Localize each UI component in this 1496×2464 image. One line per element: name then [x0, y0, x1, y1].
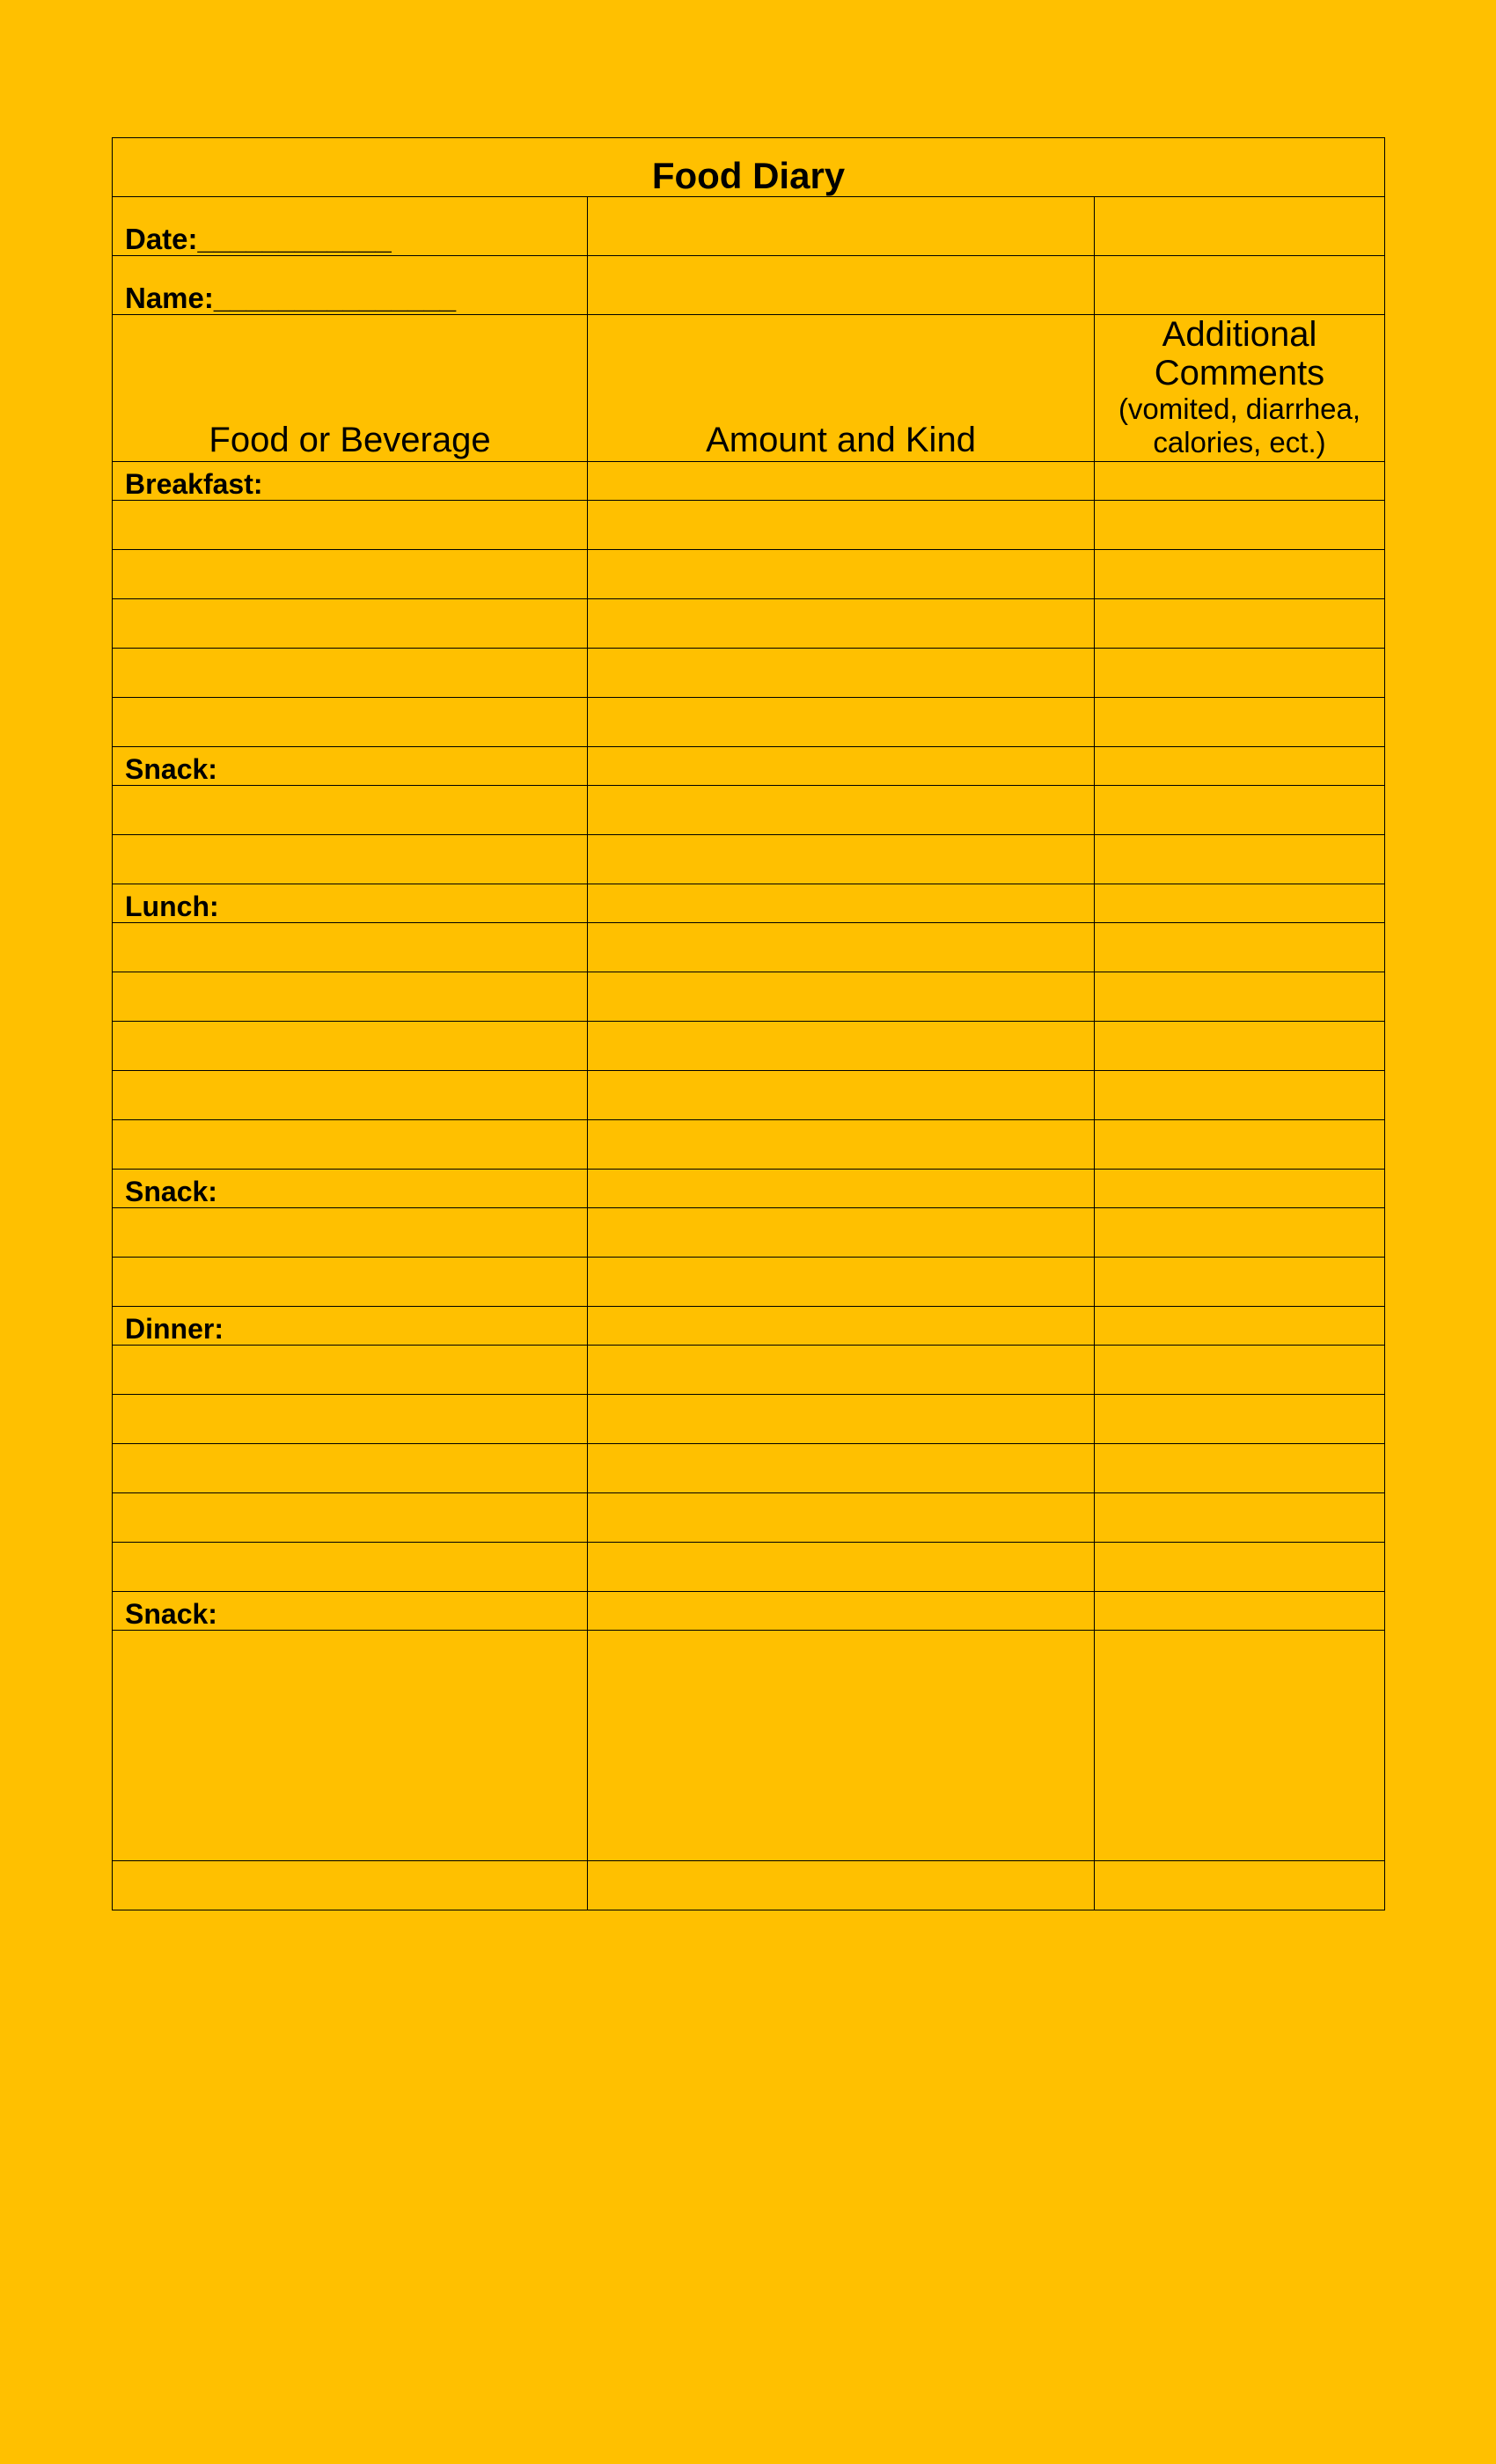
entry-cell[interactable]	[588, 786, 1095, 835]
entry-cell[interactable]	[588, 747, 1095, 786]
entry-cell[interactable]	[113, 649, 588, 698]
entry-row	[113, 1346, 1385, 1395]
entry-cell[interactable]	[1095, 835, 1385, 884]
entry-cell[interactable]	[588, 1592, 1095, 1631]
entry-row	[113, 698, 1385, 747]
entry-cell[interactable]	[113, 698, 588, 747]
entry-cell[interactable]	[1095, 972, 1385, 1022]
entry-cell[interactable]	[113, 1493, 588, 1543]
entry-cell[interactable]	[1095, 599, 1385, 649]
food-diary-sheet	[112, 137, 1384, 1910]
entry-cell[interactable]	[588, 1071, 1095, 1120]
entry-cell[interactable]	[588, 1493, 1095, 1543]
entry-cell[interactable]	[588, 501, 1095, 550]
entry-cell[interactable]	[1095, 786, 1385, 835]
section-label-breakfast: Breakfast:	[113, 462, 588, 501]
entry-cell[interactable]	[113, 1022, 588, 1071]
entry-cell[interactable]	[1095, 550, 1385, 599]
entry-cell[interactable]	[113, 1543, 588, 1592]
entry-cell[interactable]	[113, 1346, 588, 1395]
date-label: Date:____________	[113, 197, 588, 256]
entry-row	[113, 786, 1385, 835]
entry-cell[interactable]	[1095, 1395, 1385, 1444]
entry-cell[interactable]	[588, 1120, 1095, 1170]
entry-cell[interactable]	[588, 923, 1095, 972]
entry-cell[interactable]	[1095, 923, 1385, 972]
entry-row	[113, 501, 1385, 550]
entry-cell[interactable]	[113, 1208, 588, 1258]
entry-cell[interactable]	[1095, 462, 1385, 501]
entry-cell[interactable]	[1095, 1071, 1385, 1120]
entry-cell[interactable]	[588, 835, 1095, 884]
entry-cell[interactable]	[1095, 698, 1385, 747]
entry-cell[interactable]	[588, 972, 1095, 1022]
entry-cell[interactable]	[113, 599, 588, 649]
entry-cell[interactable]	[1095, 1592, 1385, 1631]
entry-cell[interactable]	[1095, 1170, 1385, 1208]
entry-cell[interactable]	[1095, 1493, 1385, 1543]
entry-cell[interactable]	[1095, 747, 1385, 786]
section-label-lunch: Lunch:	[113, 884, 588, 923]
entry-row	[113, 599, 1385, 649]
entry-row	[113, 1444, 1385, 1493]
form-title: Food Diary	[113, 138, 1385, 197]
entry-cell[interactable]	[113, 1444, 588, 1493]
entry-cell[interactable]	[588, 1395, 1095, 1444]
header-food-or-beverage: Food or Beverage	[113, 315, 588, 462]
entry-cell[interactable]	[1095, 1861, 1385, 1910]
entry-row	[113, 972, 1385, 1022]
entry-cell[interactable]	[588, 1258, 1095, 1307]
header-comments-sub: (vomited, diarrhea, calories, ect.)	[1118, 392, 1361, 459]
entry-cell[interactable]	[588, 649, 1095, 698]
entry-cell[interactable]	[1095, 1543, 1385, 1592]
entry-cell[interactable]	[113, 786, 588, 835]
name-cell-amount[interactable]	[588, 256, 1095, 315]
entry-row	[113, 923, 1385, 972]
entry-cell[interactable]	[588, 1631, 1095, 1861]
entry-cell[interactable]	[1095, 1208, 1385, 1258]
entry-cell[interactable]	[588, 550, 1095, 599]
entry-cell[interactable]	[588, 1444, 1095, 1493]
section-row-breakfast	[113, 462, 1385, 501]
section-row-snack-2	[113, 1170, 1385, 1208]
entry-row	[113, 649, 1385, 698]
header-amount-and-kind: Amount and Kind	[588, 315, 1095, 462]
entry-row	[113, 1120, 1385, 1170]
section-label-snack-3: Snack:	[113, 1592, 588, 1631]
entry-cell[interactable]	[113, 550, 588, 599]
entry-cell[interactable]	[1095, 1258, 1385, 1307]
header-additional-comments	[1095, 315, 1385, 462]
entry-cell[interactable]	[113, 972, 588, 1022]
date-cell-amount[interactable]	[588, 197, 1095, 256]
entry-cell[interactable]	[588, 462, 1095, 501]
entry-row	[113, 1395, 1385, 1444]
section-label-snack-2: Snack:	[113, 1170, 588, 1208]
date-row	[113, 197, 1385, 256]
name-row	[113, 256, 1385, 315]
entry-row	[113, 1208, 1385, 1258]
entry-cell[interactable]	[1095, 1346, 1385, 1395]
entry-row	[113, 1022, 1385, 1071]
section-row-dinner	[113, 1307, 1385, 1346]
entry-cell[interactable]	[588, 599, 1095, 649]
section-row-lunch	[113, 884, 1385, 923]
entry-cell[interactable]	[1095, 1307, 1385, 1346]
entry-cell[interactable]	[113, 835, 588, 884]
entry-row-large	[113, 1631, 1385, 1861]
entry-cell[interactable]	[113, 1631, 588, 1861]
entry-cell[interactable]	[1095, 501, 1385, 550]
entry-cell[interactable]	[588, 1208, 1095, 1258]
entry-cell[interactable]	[588, 1022, 1095, 1071]
section-label-dinner: Dinner:	[113, 1307, 588, 1346]
entry-cell[interactable]	[1095, 1444, 1385, 1493]
entry-row	[113, 1493, 1385, 1543]
entry-cell[interactable]	[113, 1395, 588, 1444]
section-row-snack-3	[113, 1592, 1385, 1631]
section-label-snack-1: Snack:	[113, 747, 588, 786]
entry-cell[interactable]	[113, 1071, 588, 1120]
entry-row	[113, 550, 1385, 599]
header-comments-main: Additional Comments	[1154, 315, 1325, 393]
food-diary-table	[112, 137, 1385, 1910]
entry-cell[interactable]	[113, 501, 588, 550]
entry-cell[interactable]	[1095, 1120, 1385, 1170]
date-cell-comments[interactable]	[1095, 197, 1385, 256]
entry-cell[interactable]	[113, 1258, 588, 1307]
entry-row	[113, 1861, 1385, 1910]
entry-cell[interactable]	[113, 923, 588, 972]
entry-cell[interactable]	[1095, 649, 1385, 698]
entry-row	[113, 835, 1385, 884]
entry-cell[interactable]	[588, 1861, 1095, 1910]
entry-cell[interactable]	[588, 1170, 1095, 1208]
entry-cell[interactable]	[113, 1120, 588, 1170]
section-row-snack-1	[113, 747, 1385, 786]
entry-cell[interactable]	[588, 698, 1095, 747]
name-cell-comments[interactable]	[1095, 256, 1385, 315]
entry-row	[113, 1543, 1385, 1592]
entry-cell[interactable]	[1095, 1022, 1385, 1071]
entry-cell[interactable]	[588, 1307, 1095, 1346]
entry-row	[113, 1071, 1385, 1120]
entry-cell[interactable]	[1095, 884, 1385, 923]
entry-cell[interactable]	[1095, 1631, 1385, 1861]
entry-cell[interactable]	[588, 1346, 1095, 1395]
entry-cell[interactable]	[113, 1861, 588, 1910]
column-header-row	[113, 315, 1385, 462]
entry-cell[interactable]	[588, 1543, 1095, 1592]
entry-cell[interactable]	[588, 884, 1095, 923]
entry-row	[113, 1258, 1385, 1307]
name-label: Name:_______________	[113, 256, 588, 315]
title-row	[113, 138, 1385, 197]
